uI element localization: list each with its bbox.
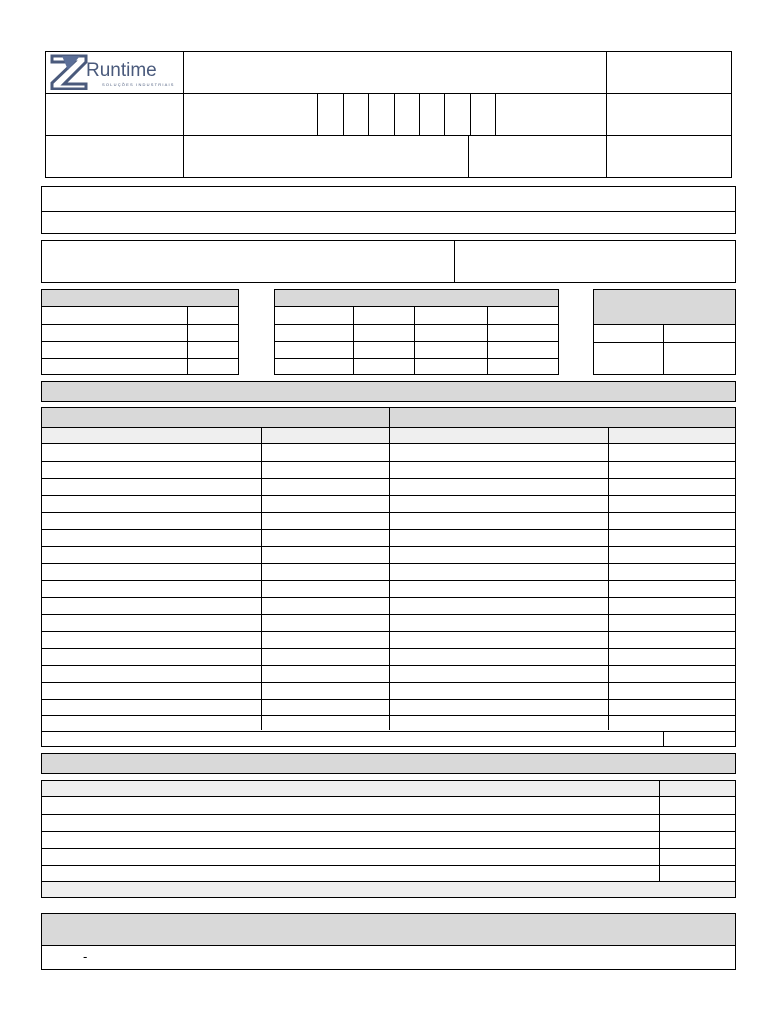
header-bottom-row: [46, 135, 731, 177]
main-grid-col-divider-left: [261, 428, 262, 730]
small-table-left-row-3: [42, 358, 238, 359]
header-code-row: [46, 93, 731, 135]
main-grid-row: [42, 546, 735, 547]
observations-header: [42, 914, 735, 946]
main-grid-row: [42, 461, 735, 462]
company-logo: [50, 54, 180, 91]
bottom-row-divider: [468, 135, 469, 177]
info-box-2-divider: [454, 241, 455, 282]
small-table-left-row-1: [42, 324, 238, 325]
code-cell-divider-2: [343, 93, 344, 135]
section-bar-1: [41, 381, 736, 402]
observations-dash: -: [83, 949, 88, 964]
main-grid-row: [42, 597, 735, 598]
main-grid-col-divider-right: [608, 428, 609, 730]
code-cell-divider-6: [444, 93, 445, 135]
info-box-2: [41, 240, 736, 283]
small-table-left: [41, 289, 239, 375]
main-grid-row: [42, 512, 735, 513]
small-table-left-header: [42, 290, 238, 307]
small-table-right-row-1: [594, 342, 735, 343]
main-grid-row: [42, 563, 735, 564]
logo-tagline: SOLUÇÕES INDUSTRIAIS: [102, 82, 175, 87]
info-box-1: [41, 186, 736, 234]
small-table-middle-row-3: [275, 358, 558, 359]
small-table-middle-col-divider-2: [414, 307, 415, 374]
main-grid-row: [42, 682, 735, 683]
small-table-middle-row-1: [275, 324, 558, 325]
second-grid-footer-row: [42, 881, 735, 897]
second-grid-row: [42, 814, 735, 815]
code-cell-divider-1: [317, 93, 318, 135]
section-bar-2: [41, 753, 736, 774]
main-grid-row: [42, 665, 735, 666]
info-box-1-divider: [42, 211, 735, 212]
small-table-right-header: [594, 290, 735, 325]
small-table-middle-header: [275, 290, 558, 307]
document-header: [45, 51, 732, 178]
main-grid-row: [42, 631, 735, 632]
code-cell-divider-8: [495, 93, 496, 135]
main-grid-row: [42, 529, 735, 530]
main-grid-row: [42, 715, 735, 716]
main-grid-total-row-divider: [42, 731, 735, 732]
main-grid-row: [42, 495, 735, 496]
small-table-middle-col-divider-3: [487, 307, 488, 374]
second-grid: [41, 780, 736, 898]
main-grid-row: [42, 699, 735, 700]
second-grid-row: [42, 831, 735, 832]
small-table-left-row-2: [42, 341, 238, 342]
code-cell-divider-4: [394, 93, 395, 135]
observations-box: [41, 913, 736, 970]
main-grid-row: [42, 648, 735, 649]
small-table-middle-col-divider-1: [353, 307, 354, 374]
runtime-logo-mark-icon: [50, 54, 90, 90]
small-table-left-col-divider: [187, 307, 188, 374]
small-table-right: [593, 289, 736, 375]
code-cell-divider-3: [368, 93, 369, 135]
main-grid-total-cell-divider: [663, 731, 664, 746]
second-grid-row: [42, 848, 735, 849]
small-table-right-col-divider: [663, 325, 664, 374]
main-grid-row: [42, 478, 735, 479]
main-grid-row: [42, 580, 735, 581]
main-grid-row: [42, 614, 735, 615]
logo-name: Runtime: [86, 60, 157, 81]
second-grid-col-divider: [659, 781, 660, 897]
small-table-middle-row-2: [275, 341, 558, 342]
main-grid: [41, 407, 736, 747]
code-cell-divider-5: [419, 93, 420, 135]
code-cell-divider-7: [470, 93, 471, 135]
second-grid-header: [42, 781, 735, 797]
small-table-middle: [274, 289, 559, 375]
second-grid-row: [42, 865, 735, 866]
